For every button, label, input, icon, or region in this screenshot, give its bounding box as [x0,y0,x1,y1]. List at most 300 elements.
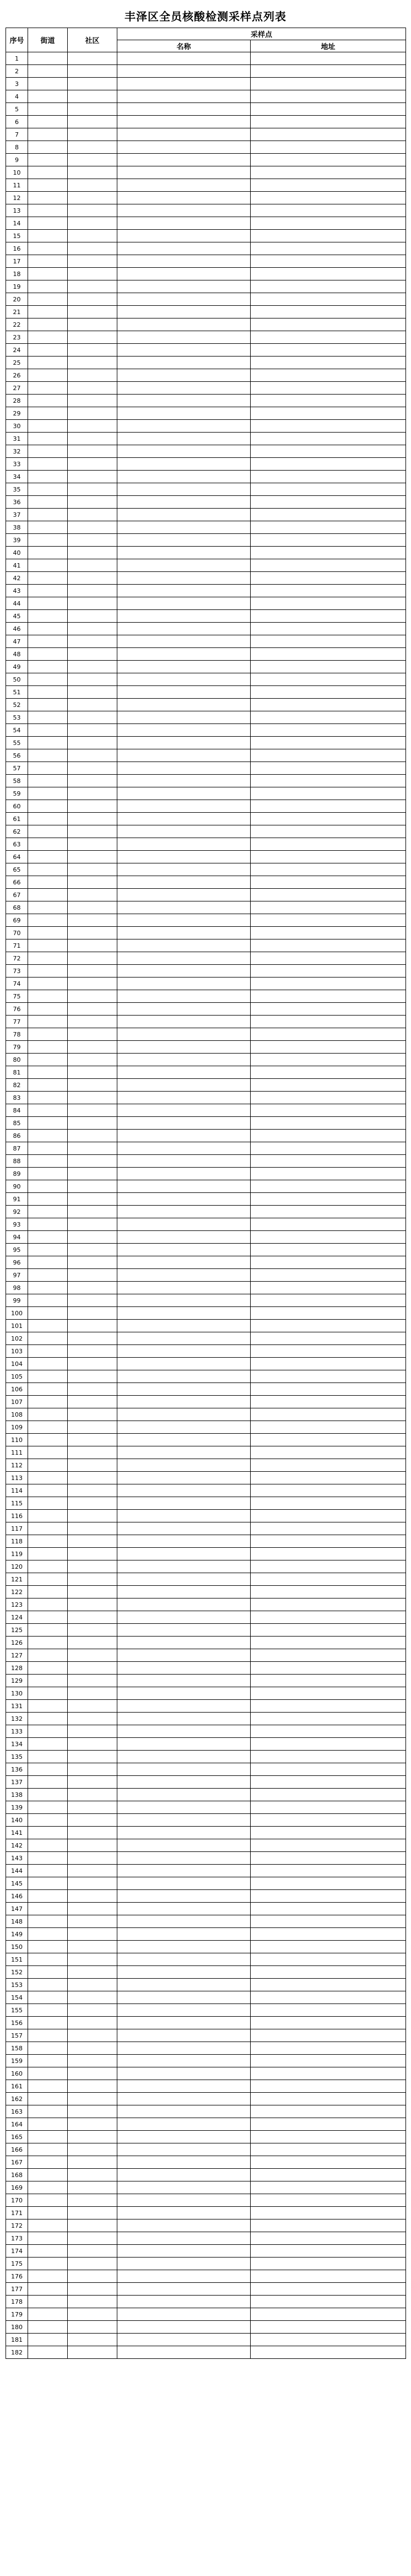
cell-site-address [251,179,406,192]
cell-site-name [117,1763,251,1776]
cell-street [28,1915,68,1928]
cell-street [28,1218,68,1231]
cell-site-address [251,1459,406,1472]
cell-site-address [251,939,406,952]
cell-street [28,2270,68,2283]
cell-site-name [117,547,251,559]
table-row [6,2232,406,2245]
cell-community [68,724,117,737]
cell-street [28,521,68,534]
cell-no: 142 [6,1839,28,1852]
cell-site-name [117,1231,251,1244]
cell-site-address [251,2283,406,2296]
cell-community [68,901,117,914]
cell-site-address [251,686,406,699]
table-row [6,280,406,293]
table-row [6,128,406,141]
cell-community [68,1408,117,1421]
cell-no: 86 [6,1130,28,1142]
cell-site-name [117,1776,251,1789]
cell-community [68,1953,117,1966]
cell-site-name [117,2118,251,2131]
cell-site-name [117,952,251,965]
cell-site-address [251,1396,406,1408]
table-row [6,1751,406,1763]
cell-no: 121 [6,1573,28,1586]
cell-no: 107 [6,1396,28,1408]
cell-community [68,1016,117,1028]
cell-community [68,2245,117,2258]
header-no: 序号 [6,28,28,52]
cell-site-name [117,686,251,699]
cell-street [28,559,68,572]
cell-site-address [251,813,406,825]
cell-street [28,813,68,825]
cell-site-name [117,1104,251,1117]
cell-site-name [117,1434,251,1446]
cell-site-name [117,1852,251,1865]
cell-site-name [117,154,251,166]
cell-site-address [251,1269,406,1282]
cell-site-address [251,1586,406,1598]
cell-no: 165 [6,2131,28,2143]
cell-street [28,1294,68,1307]
cell-street [28,838,68,851]
cell-street [28,445,68,458]
cell-no: 97 [6,1269,28,1282]
cell-no: 36 [6,496,28,509]
table-row [6,1598,406,1611]
cell-community [68,1979,117,1991]
cell-street [28,103,68,116]
cell-site-name [117,1928,251,1941]
cell-community [68,116,117,128]
cell-community [68,927,117,939]
table-row [6,1637,406,1649]
table-row [6,1345,406,1358]
cell-no: 91 [6,1193,28,1206]
cell-site-address [251,597,406,610]
cell-site-address [251,1649,406,1662]
cell-site-name [117,1003,251,1016]
cell-site-name [117,2042,251,2055]
cell-site-name [117,2334,251,2346]
cell-community [68,369,117,382]
cell-no: 27 [6,382,28,395]
cell-site-name [117,1345,251,1358]
cell-no: 138 [6,1789,28,1801]
cell-no: 32 [6,445,28,458]
cell-street [28,1928,68,1941]
cell-community [68,1332,117,1345]
cell-site-address [251,1434,406,1446]
cell-no: 33 [6,458,28,471]
cell-site-address [251,509,406,521]
cell-site-name [117,863,251,876]
cell-site-address [251,1789,406,1801]
cell-street [28,534,68,547]
cell-community [68,813,117,825]
cell-community [68,1624,117,1637]
table-row [6,2105,406,2118]
cell-no: 3 [6,78,28,90]
cell-no: 143 [6,1852,28,1865]
cell-no: 85 [6,1117,28,1130]
cell-site-name [117,395,251,407]
cell-community [68,1662,117,1675]
cell-site-name [117,1028,251,1041]
cell-street [28,1193,68,1206]
cell-no: 125 [6,1624,28,1637]
cell-no: 99 [6,1294,28,1307]
table-row [6,1801,406,1814]
cell-site-address [251,230,406,242]
cell-site-name [117,2093,251,2105]
cell-community [68,737,117,749]
cell-street [28,357,68,369]
cell-no: 5 [6,103,28,116]
cell-no: 62 [6,825,28,838]
cell-community [68,1193,117,1206]
cell-community [68,547,117,559]
cell-site-address [251,2219,406,2232]
cell-no: 66 [6,876,28,889]
cell-no: 92 [6,1206,28,1218]
cell-no: 146 [6,1890,28,1903]
table-row [6,1877,406,1890]
cell-no: 132 [6,1713,28,1725]
cell-street [28,1738,68,1751]
cell-site-address [251,1687,406,1700]
cell-community [68,1168,117,1180]
cell-street [28,1687,68,1700]
cell-community [68,1142,117,1155]
table-row [6,572,406,585]
cell-street [28,1979,68,1991]
cell-community [68,1725,117,1738]
cell-site-address [251,1206,406,1218]
cell-street [28,242,68,255]
cell-site-address [251,1915,406,1928]
cell-street [28,2080,68,2093]
cell-street [28,1484,68,1497]
cell-community [68,965,117,978]
cell-community [68,1738,117,1751]
table-row [6,1776,406,1789]
cell-site-name [117,458,251,471]
cell-site-name [117,1066,251,1079]
cell-no: 12 [6,192,28,204]
cell-site-address [251,1028,406,1041]
cell-street [28,547,68,559]
cell-site-name [117,1180,251,1193]
table-row [6,1839,406,1852]
cell-street [28,1991,68,2004]
cell-site-name [117,1839,251,1852]
cell-community [68,141,117,154]
cell-no: 173 [6,2232,28,2245]
cell-no: 9 [6,154,28,166]
cell-no: 42 [6,572,28,585]
cell-site-address [251,1358,406,1370]
cell-site-name [117,610,251,623]
cell-community [68,1522,117,1535]
cell-site-address [251,293,406,306]
cell-street [28,1472,68,1484]
cell-no: 80 [6,1054,28,1066]
cell-community [68,2131,117,2143]
cell-site-address [251,318,406,331]
cell-site-address [251,1941,406,1953]
cell-street [28,1446,68,1459]
cell-street [28,52,68,65]
cell-community [68,711,117,724]
cell-site-address [251,1776,406,1789]
cell-site-name [117,1713,251,1725]
cell-no: 151 [6,1953,28,1966]
cell-street [28,927,68,939]
cell-site-address [251,990,406,1003]
cell-site-name [117,1598,251,1611]
cell-community [68,293,117,306]
cell-no: 82 [6,1079,28,1092]
cell-community [68,1383,117,1396]
cell-site-name [117,1903,251,1915]
cell-site-name [117,242,251,255]
cell-site-address [251,420,406,433]
cell-street [28,1168,68,1180]
table-row [6,952,406,965]
cell-site-address [251,623,406,635]
cell-site-address [251,496,406,509]
cell-street [28,154,68,166]
cell-site-name [117,1016,251,1028]
cell-no: 78 [6,1028,28,1041]
table-row [6,1117,406,1130]
cell-community [68,382,117,395]
table-row [6,825,406,838]
cell-site-name [117,293,251,306]
cell-street [28,1459,68,1472]
table-row [6,901,406,914]
cell-community [68,2042,117,2055]
cell-community [68,1865,117,1877]
table-row [6,1979,406,1991]
cell-street [28,686,68,699]
cell-site-name [117,1624,251,1637]
cell-community [68,863,117,876]
cell-community [68,1092,117,1104]
cell-street [28,1814,68,1827]
cell-site-name [117,876,251,889]
cell-street [28,1637,68,1649]
cell-site-address [251,2245,406,2258]
cell-community [68,90,117,103]
cell-site-address [251,2181,406,2194]
cell-no: 72 [6,952,28,965]
cell-street [28,737,68,749]
table-row [6,1649,406,1662]
cell-no: 54 [6,724,28,737]
cell-site-address [251,255,406,268]
cell-street [28,204,68,217]
table-row [6,2029,406,2042]
table-row [6,230,406,242]
cell-community [68,1510,117,1522]
table-row [6,1535,406,1548]
table-row [6,179,406,192]
cell-site-name [117,2296,251,2308]
cell-no: 73 [6,965,28,978]
cell-community [68,280,117,293]
table-row [6,242,406,255]
cell-community [68,2258,117,2270]
cell-site-name [117,496,251,509]
cell-community [68,1054,117,1066]
cell-site-name [117,1953,251,1966]
cell-site-address [251,382,406,395]
cell-street [28,1396,68,1408]
table-row [6,1484,406,1497]
cell-site-name [117,1244,251,1256]
table-row [6,838,406,851]
cell-site-address [251,559,406,572]
table-row [6,154,406,166]
cell-street [28,1345,68,1358]
cell-community [68,1649,117,1662]
cell-site-name [117,673,251,686]
cell-site-name [117,914,251,927]
cell-site-address [251,2346,406,2359]
cell-site-address [251,78,406,90]
cell-no: 112 [6,1459,28,1472]
cell-site-name [117,2055,251,2067]
cell-street [28,825,68,838]
cell-no: 18 [6,268,28,280]
table-row [6,1383,406,1396]
cell-community [68,876,117,889]
cell-no: 67 [6,889,28,901]
cell-street [28,1560,68,1573]
cell-community [68,217,117,230]
table-row [6,1903,406,1915]
table-row [6,2017,406,2029]
cell-site-address [251,128,406,141]
cell-site-name [117,787,251,800]
table-row [6,1890,406,1903]
cell-site-address [251,1345,406,1358]
cell-street [28,293,68,306]
table-row [6,2258,406,2270]
cell-site-address [251,1472,406,1484]
cell-community [68,2232,117,2245]
cell-street [28,2169,68,2181]
cell-no: 102 [6,1332,28,1345]
table-row [6,737,406,749]
table-row [6,318,406,331]
table-row [6,699,406,711]
table-row [6,369,406,382]
cell-site-name [117,1611,251,1624]
cell-site-name [117,1497,251,1510]
cell-no: 130 [6,1687,28,1700]
sampling-site-table [6,28,406,2359]
cell-no: 120 [6,1560,28,1573]
table-row [6,1193,406,1206]
cell-site-name [117,901,251,914]
cell-community [68,699,117,711]
table-row [6,749,406,762]
cell-site-name [117,1827,251,1839]
cell-street [28,1700,68,1713]
cell-site-address [251,1256,406,1269]
cell-community [68,1903,117,1915]
table-row [6,1332,406,1345]
cell-community [68,496,117,509]
cell-street [28,2118,68,2131]
table-row [6,1675,406,1687]
cell-site-name [117,78,251,90]
cell-street [28,1370,68,1383]
cell-no: 41 [6,559,28,572]
cell-street [28,280,68,293]
table-row [6,204,406,217]
table-row [6,775,406,787]
cell-community [68,635,117,648]
cell-site-address [251,1408,406,1421]
cell-street [28,2334,68,2346]
cell-site-address [251,458,406,471]
cell-community [68,306,117,318]
cell-no: 162 [6,2093,28,2105]
cell-community [68,1586,117,1598]
table-row [6,1573,406,1586]
table-row [6,1079,406,1092]
cell-site-address [251,2169,406,2181]
cell-site-address [251,952,406,965]
cell-community [68,2055,117,2067]
cell-site-address [251,1573,406,1586]
cell-community [68,318,117,331]
cell-site-name [117,939,251,952]
cell-community [68,978,117,990]
cell-street [28,775,68,787]
cell-community [68,471,117,483]
cell-no: 19 [6,280,28,293]
cell-street [28,1586,68,1598]
cell-community [68,597,117,610]
cell-site-address [251,166,406,179]
table-row [6,2219,406,2232]
cell-site-address [251,838,406,851]
cell-community [68,268,117,280]
header-row-top [6,28,406,40]
table-row [6,534,406,547]
table-row [6,331,406,344]
cell-community [68,1117,117,1130]
cell-street [28,1953,68,1966]
cell-community [68,1687,117,1700]
table-row [6,2283,406,2296]
cell-street [28,407,68,420]
cell-no: 68 [6,901,28,914]
cell-street [28,1624,68,1637]
cell-community [68,1066,117,1079]
cell-site-name [117,813,251,825]
cell-site-address [251,1016,406,1028]
table-row [6,2245,406,2258]
cell-site-address [251,876,406,889]
